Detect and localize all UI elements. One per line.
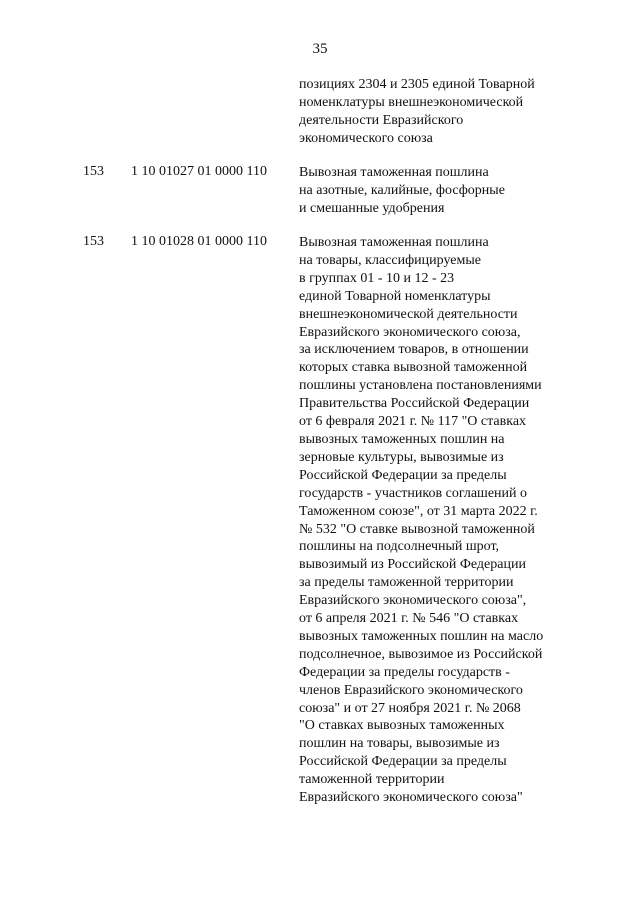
page-number: 35: [312, 41, 328, 57]
income-name-cell: позициях 2304 и 2305 единой Товарной номенклатуры внешнеэкономической деятельности Евразийского экономического союза: [299, 77, 535, 146]
admin-code-cell: 153: [83, 234, 104, 249]
income-name-cell: Вывозная таможенная пошлина на товары, классифицируемые в группах 01 - 10 и 12 - 23 единой Товарной номенклатуры внешнеэкономической деятельности Евразийского экономического союза, за исключением товаров, в отношении которых ставка вывозной таможенной пошлины установлена постановлениями Правительства Российской Федерации от 6 февраля 2021 г. № 117 "О ставках вывозных таможенных пошлин на зерновые культуры, вывозимые из Российской Федерации за пределы государств - участников соглашений о Таможенном союзе", от 31 марта 2022 г. № 532 "О ставке вывозной таможенной пошлины на подсолнечный шрот, вывозимый из Российской Федерации за пределы таможенной территории Евразийского экономического союза", от 6 апреля 2021 г. № 546 "О ставках вывозных таможенных пошлин на масло подсолнечное, вывозимое из Российской Федерации за пределы государств - членов Евразийского экономического союза" и от 27 ноября 2021 г. № 2068 "О ставках вывозных таможенных пошлин на товары, вывозимые из Российской Федерации за пределы таможенной территории Евразийского экономического союза": [299, 235, 544, 806]
kbk-code-cell: 1 10 01028 01 0000 110: [131, 234, 267, 249]
admin-code-cell: 153: [83, 164, 104, 179]
kbk-code-cell: 1 10 01027 01 0000 110: [131, 164, 267, 179]
income-name-cell: Вывозная таможенная пошлина на азотные, калийные, фосфорные и смешанные удобрения: [299, 165, 505, 216]
